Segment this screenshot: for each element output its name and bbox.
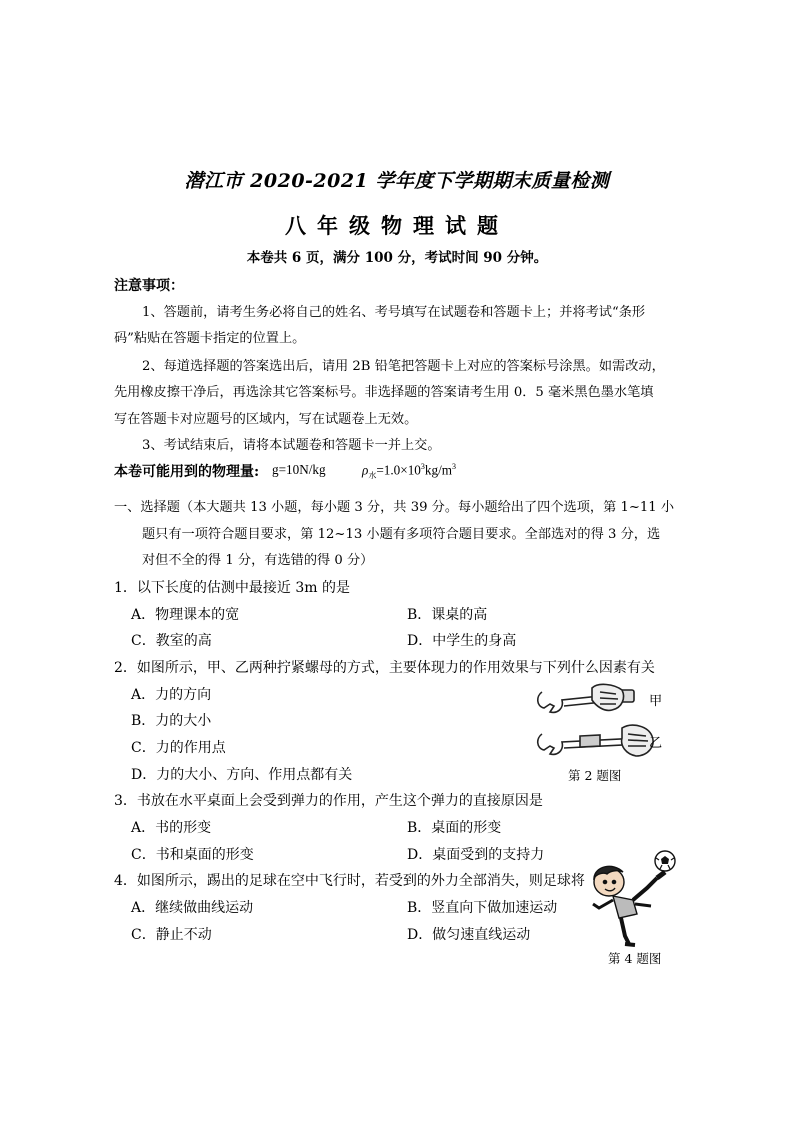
question-1-option-c: C．教室的高: [131, 633, 212, 649]
notes-heading: 注意事项：: [114, 278, 184, 294]
question-4-option-c: C．静止不动: [131, 927, 212, 943]
question-3-option-c: C．书和桌面的形变: [131, 847, 254, 863]
constant-rho: [362, 462, 456, 481]
question-4-option-d: D．做匀速直线运动: [407, 927, 531, 943]
question-4-stem: 4．如图所示，踢出的足球在空中飞行时，若受到的外力全部消失，则足球将: [114, 873, 585, 889]
question-3-option-d: D．桌面受到的支持力: [407, 847, 545, 863]
exam-info: 本卷共 6 页，满分 100 分，考试时间 90 分钟。: [246, 250, 548, 266]
note-2-line-1: 2、每道选择题的答案选出后，请用 2B 铅笔把答题卡上对应的答案标号涂黑。如需改动，: [142, 359, 665, 374]
rho-subscript: 水: [368, 471, 377, 481]
question-1-option-b: B．课桌的高: [407, 607, 488, 623]
section-1-line-1: 一、选择题（本大题共 13 小题，每小题 3 分，共 39 分。每小题给出了四个选项，第 1~11 小: [114, 500, 675, 515]
soccer-ball-icon: [655, 851, 675, 871]
question-4-option-b: B．竖直向下做加速运动: [407, 900, 558, 916]
question-1-option-a: A．物理课本的宽: [131, 607, 240, 623]
question-1-stem: 1．以下长度的估测中最接近 3m 的是: [114, 580, 350, 596]
constants-label: 本卷可能用到的物理量:: [114, 464, 260, 480]
exam-title: 潜江市 2020-2021 学年度下学期期末质量检测: [184, 170, 610, 192]
exam-subtitle: 八年级物理试题: [285, 213, 509, 238]
wrench-yi-illustration: [538, 725, 653, 756]
question-1-option-d: D．中学生的身高: [407, 633, 517, 649]
section-1-line-2: 题只有一项符合题目要求，第 12~13 小题有多项符合题目要求。全部选对的得 3 分，选: [142, 527, 661, 542]
question-3-stem: 3．书放在水平桌面上会受到弹力的作用，产生这个弹力的直接原因是: [114, 793, 543, 809]
figure-2-label-jia: 甲: [649, 694, 663, 709]
question-2-option-b: B．力的大小: [131, 713, 212, 729]
rho-symbol: ρ: [362, 462, 369, 478]
question-2-stem: 2．如图所示，甲、乙两种拧紧螺母的方式，主要体现力的作用效果与下列什么因素有关: [114, 660, 655, 676]
section-1-line-3: 对但不全的得 1 分，有选错的得 0 分）: [142, 553, 374, 568]
question-2-option-d: D．力的大小、方向、作用点都有关: [131, 767, 353, 783]
rho-value: =1.0×10: [376, 462, 421, 478]
note-3: 3、考试结束后，请将本试题卷和答题卡一并上交。: [142, 438, 441, 453]
soccer-player-figure: [585, 848, 680, 948]
rho-unit: kg/m: [424, 462, 452, 478]
figure-2-label-yi: 乙: [649, 736, 663, 751]
question-2-option-c: C．力的作用点: [131, 740, 226, 756]
figure-2-caption: 第 2 题图: [568, 768, 622, 783]
note-1-line-2: 码”粘贴在答题卡指定的位置上。: [114, 331, 306, 346]
rho-exponent: 3: [420, 462, 425, 471]
rho-unit-exponent: 3: [452, 462, 456, 471]
note-1-line-1: 1、答题前，请考生务必将自己的姓名、考号填写在试题卷和答题卡上；并将考试“条形: [142, 305, 646, 320]
player-illustration: [593, 866, 665, 945]
constant-g: g=10N/kg: [272, 462, 326, 477]
question-2-option-a: A．力的方向: [131, 687, 212, 703]
question-3-option-a: A．书的形变: [131, 820, 212, 836]
question-3-option-b: B．桌面的形变: [407, 820, 502, 836]
question-4-option-a: A．继续做曲线运动: [131, 900, 254, 916]
wrench-jia-illustration: [538, 684, 634, 712]
figure-4-caption: 第 4 题图: [608, 951, 662, 966]
note-2-line-3: 写在答题卡对应题号的区域内，写在试题卷上无效。: [114, 412, 418, 427]
note-2-line-2: 先用橡皮擦干净后，再选涂其它答案标号。非选择题的答案请考生用 0．5 毫米黑色墨水笔填: [114, 385, 654, 400]
